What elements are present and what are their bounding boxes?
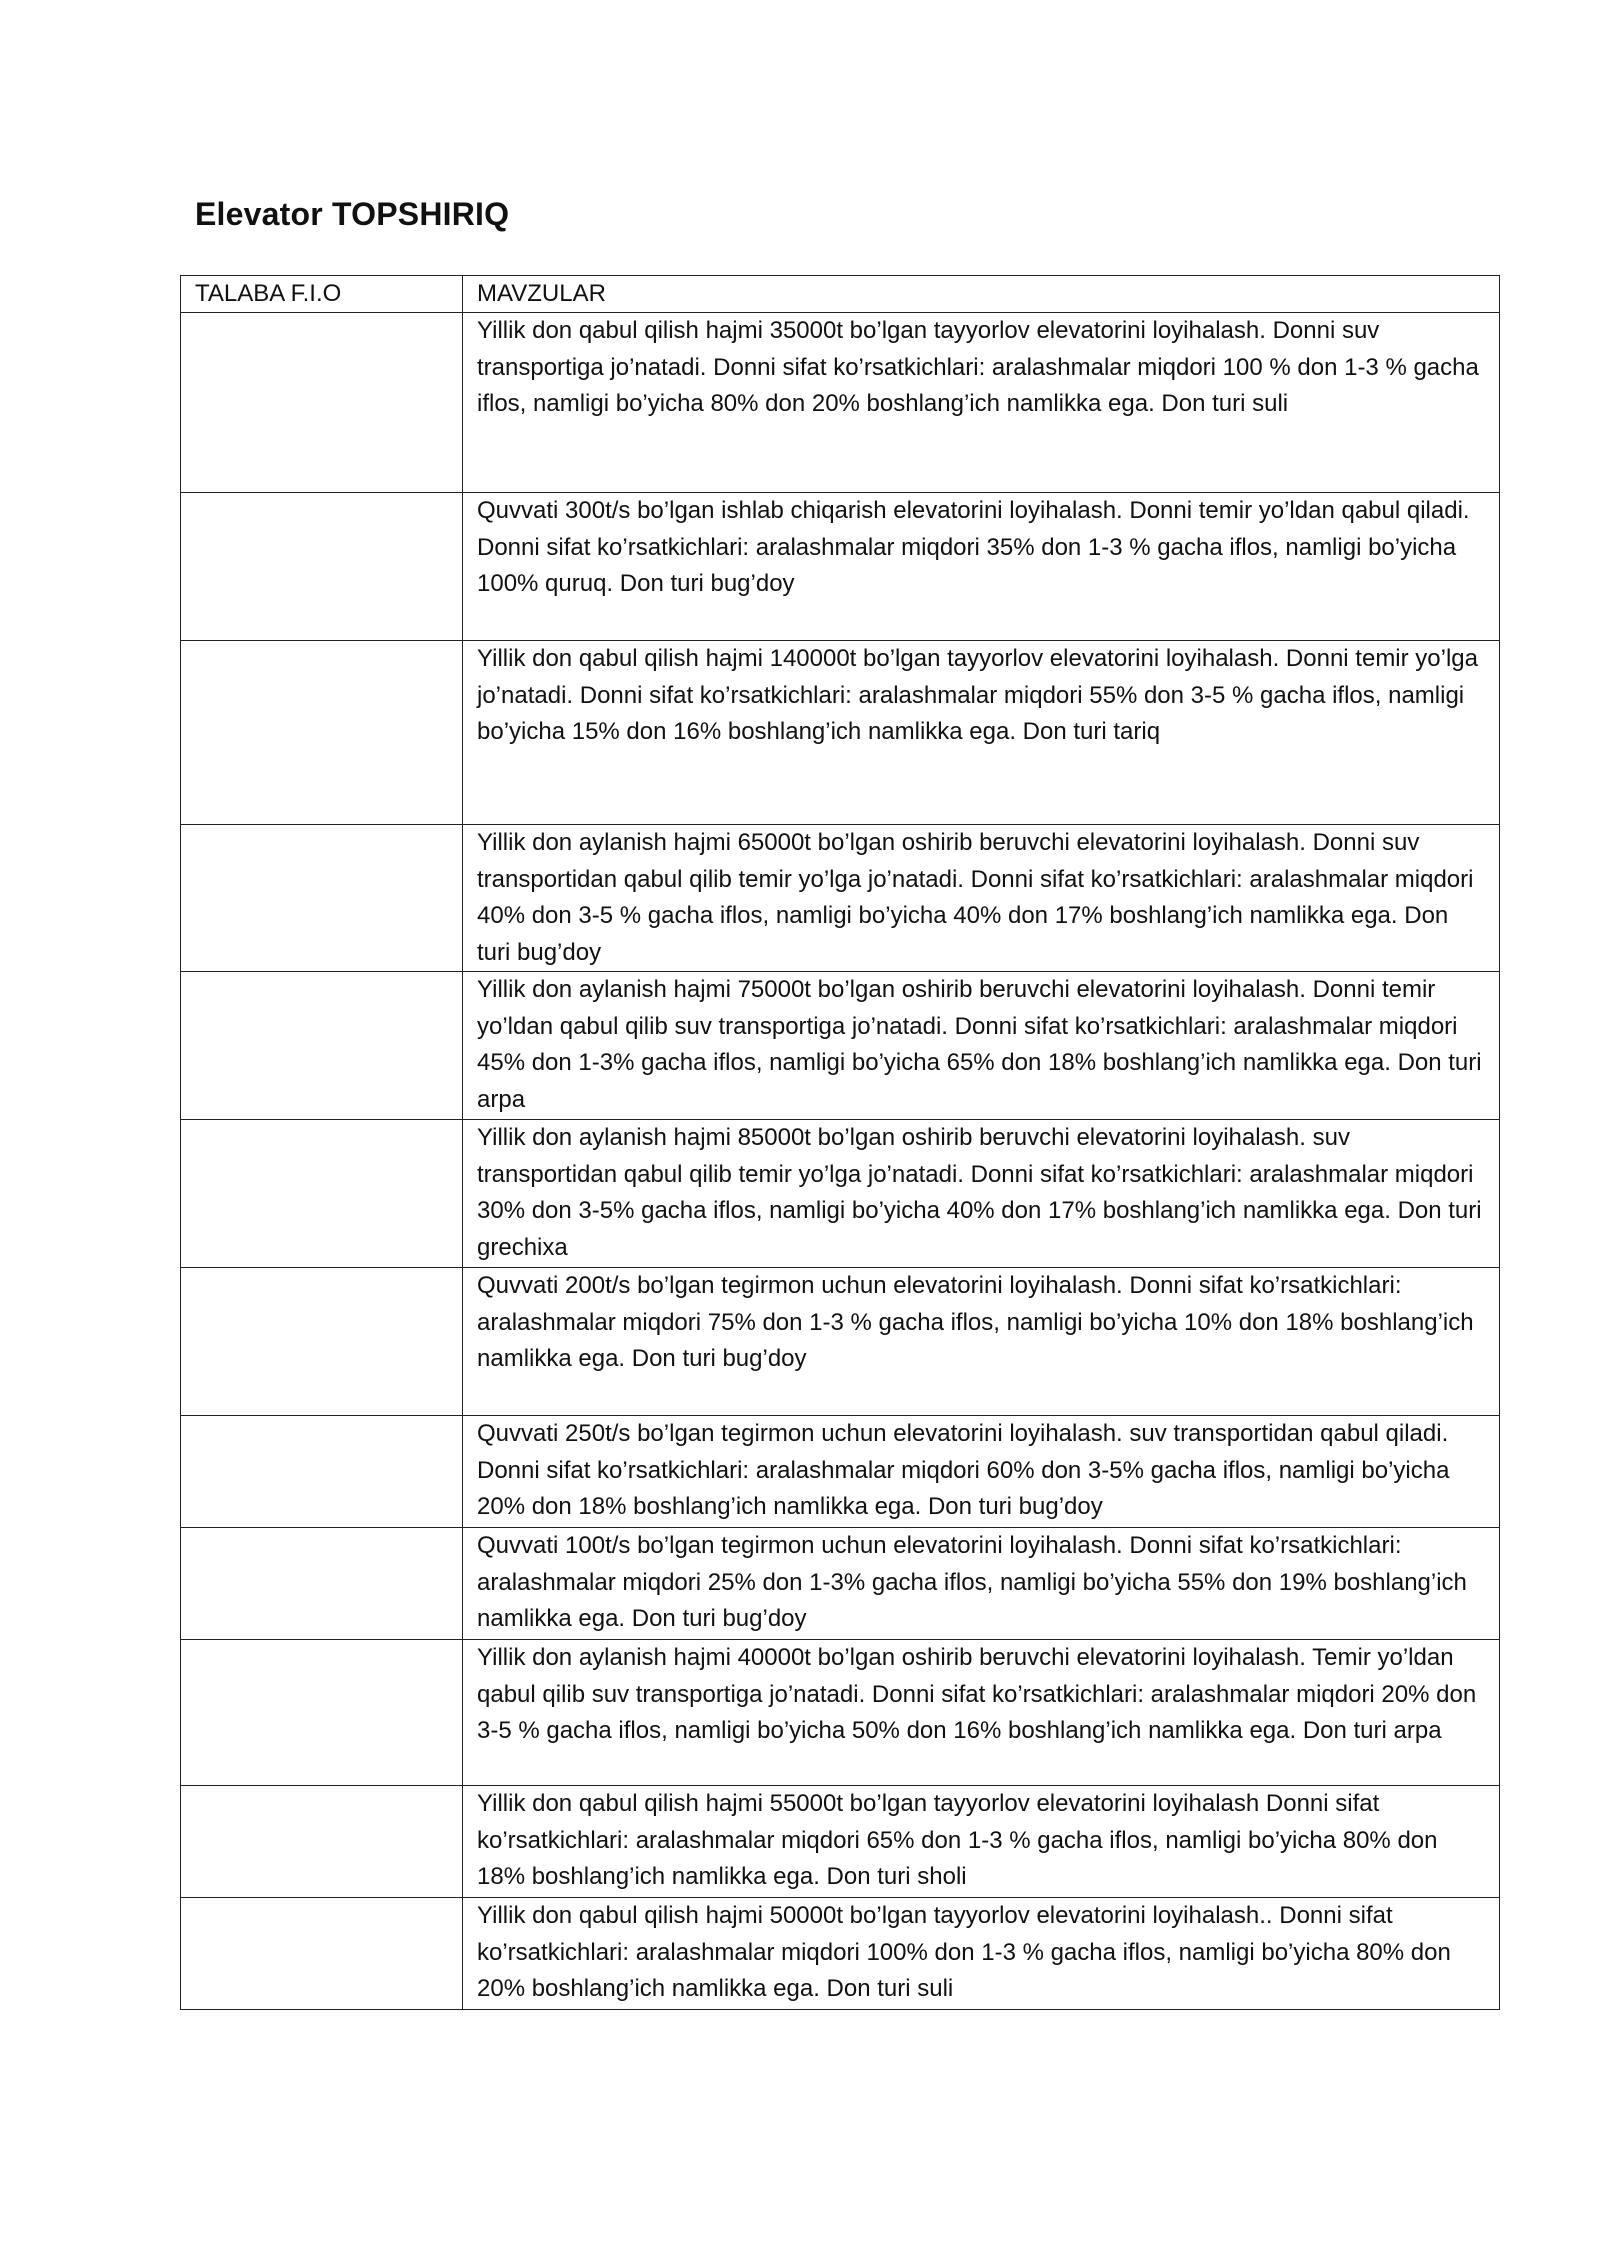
student-name-cell	[181, 1898, 463, 2010]
table-row	[181, 313, 1500, 493]
header-topics: MAVZULAR	[463, 276, 1500, 313]
topic-cell: Yillik don qabul qilish hajmi 50000t bo’lgan tayyorlov elevatorini loyihalash.. Donni sifat ko’rsatkichlari: aralashmalar miqdori 100% don 1-3 % gacha iflos, namligi bo’yicha 80% don 20% boshlang’ich namlikka ega. Don turi suli	[463, 1898, 1500, 2010]
student-name-cell	[181, 641, 463, 825]
student-name-cell	[181, 1120, 463, 1268]
table-row	[181, 1786, 1500, 1898]
table-row	[181, 1416, 1500, 1528]
student-name-cell	[181, 1416, 463, 1528]
topic-cell: Yillik don qabul qilish hajmi 35000t bo’lgan tayyorlov elevatorini loyihalash. Donni suv transportiga jo’natadi. Donni sifat ko’rsatkichlari: aralashmalar miqdori 100 % don 1-3 % gacha iflos, namligi bo’yicha 80% don 20% boshlang’ich namlikka ega. Don turi suli	[463, 313, 1500, 493]
topic-cell: Yillik don aylanish hajmi 40000t bo’lgan oshirib beruvchi elevatorini loyihalash. Temir yo’ldan qabul qilib suv transportiga jo’natadi. Donni sifat ko’rsatkichlari: aralashmalar miqdori 20% don 3-5 % gacha iflos, namligi bo’yicha 50% don 16% boshlang’ich namlikka ega. Don turi arpa	[463, 1640, 1500, 1786]
table-row	[181, 1898, 1500, 2010]
student-name-cell	[181, 1640, 463, 1786]
student-name-cell	[181, 1268, 463, 1416]
topic-cell: Yillik don aylanish hajmi 65000t bo’lgan oshirib beruvchi elevatorini loyihalash. Donni suv transportidan qabul qilib temir yo’lga jo’natadi. Donni sifat ko’rsatkichlari: aralashmalar miqdori 40% don 3-5 % gacha iflos, namligi bo’yicha 40% don 17% boshlang’ich namlikka ega. Don turi bug’doy	[463, 825, 1500, 972]
header-student: TALABA F.I.O	[181, 276, 463, 313]
table-row	[181, 1268, 1500, 1416]
table-row	[181, 1120, 1500, 1268]
topic-cell: Yillik don aylanish hajmi 75000t bo’lgan oshirib beruvchi elevatorini loyihalash. Donni temir yo’ldan qabul qilib suv transportiga jo’natadi. Donni sifat ko’rsatkichlari: aralashmalar miqdori 45% don 1-3% gacha iflos, namligi bo’yicha 65% don 18% boshlang’ich namlikka ega. Don turi arpa	[463, 972, 1500, 1120]
table-row	[181, 972, 1500, 1120]
student-name-cell	[181, 1528, 463, 1640]
table-row	[181, 641, 1500, 825]
topic-cell: Yillik don qabul qilish hajmi 140000t bo’lgan tayyorlov elevatorini loyihalash. Donni temir yo’lga jo’natadi. Donni sifat ko’rsatkichlari: aralashmalar miqdori 55% don 3-5 % gacha iflos, namligi bo’yicha 15% don 16% boshlang’ich namlikka ega. Don turi tariq	[463, 641, 1500, 825]
student-name-cell	[181, 1786, 463, 1898]
student-name-cell	[181, 493, 463, 641]
table-row	[181, 493, 1500, 641]
page-title: Elevator TOPSHIRIQ	[195, 196, 510, 232]
topic-cell: Quvvati 100t/s bo’lgan tegirmon uchun elevatorini loyihalash. Donni sifat ko’rsatkichlari: aralashmalar miqdori 25% don 1-3% gacha iflos, namligi bo’yicha 55% don 19% boshlang’ich namlikka ega. Don turi bug’doy	[463, 1528, 1500, 1640]
table-header-row	[181, 276, 1500, 313]
table-row	[181, 825, 1500, 972]
student-name-cell	[181, 313, 463, 493]
topic-cell: Yillik don aylanish hajmi 85000t bo’lgan oshirib beruvchi elevatorini loyihalash. suv transportidan qabul qilib temir yo’lga jo’natadi. Donni sifat ko’rsatkichlari: aralashmalar miqdori 30% don 3-5% gacha iflos, namligi bo’yicha 40% don 17% boshlang’ich namlikka ega. Don turi grechixa	[463, 1120, 1500, 1268]
student-name-cell	[181, 825, 463, 972]
table-row	[181, 1528, 1500, 1640]
student-name-cell	[181, 972, 463, 1120]
topic-cell: Yillik don qabul qilish hajmi 55000t bo’lgan tayyorlov elevatorini loyihalash Donni sifat ko’rsatkichlari: aralashmalar miqdori 65% don 1-3 % gacha iflos, namligi bo’yicha 80% don 18% boshlang’ich namlikka ega. Don turi sholi	[463, 1786, 1500, 1898]
topic-cell: Quvvati 300t/s bo’lgan ishlab chiqarish elevatorini loyihalash. Donni temir yo’ldan qabul qiladi. Donni sifat ko’rsatkichlari: aralashmalar miqdori 35% don 1-3 % gacha iflos, namligi bo’yicha 100% quruq. Don turi bug’doy	[463, 493, 1500, 641]
topic-cell: Quvvati 200t/s bo’lgan tegirmon uchun elevatorini loyihalash. Donni sifat ko’rsatkichlari: aralashmalar miqdori 75% don 1-3 % gacha iflos, namligi bo’yicha 10% don 18% boshlang’ich namlikka ega. Don turi bug’doy	[463, 1268, 1500, 1416]
topic-cell: Quvvati 250t/s bo’lgan tegirmon uchun elevatorini loyihalash. suv transportidan qabul qiladi. Donni sifat ko’rsatkichlari: aralashmalar miqdori 60% don 3-5% gacha iflos, namligi bo’yicha 20% don 18% boshlang’ich namlikka ega. Don turi bug’doy	[463, 1416, 1500, 1528]
table-row	[181, 1640, 1500, 1786]
assignment-table	[180, 275, 1500, 2010]
